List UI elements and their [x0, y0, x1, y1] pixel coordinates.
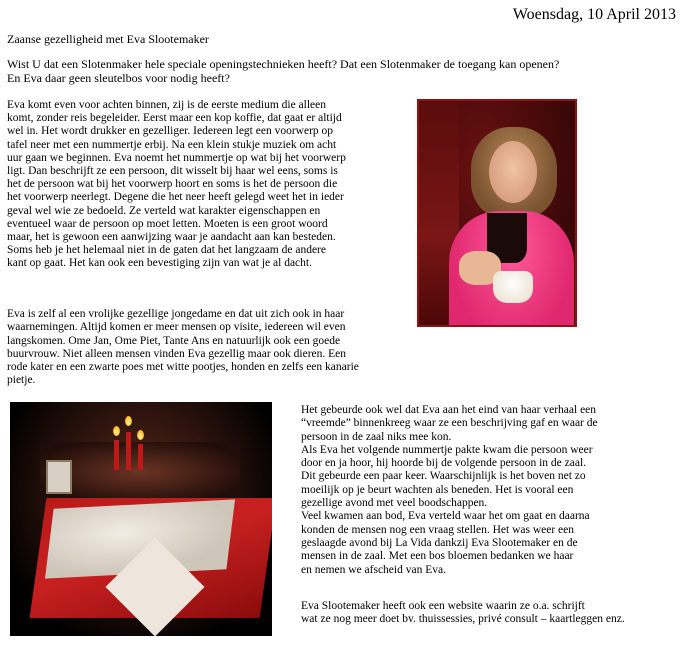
text-line: het de persoon wat bij het voorwerp hoort en soms is het de persoon die — [7, 178, 338, 191]
text-line: wel in. Het wordt drukker en gezelliger. Iedereen legt een voorwerp op — [7, 125, 334, 138]
intro-paragraph — [7, 57, 559, 85]
intro-line: Wist U dat een Slotenmaker hele speciale openingstechnieken heeft? Dat een Slotenmaker de toegang kan openen? — [7, 57, 560, 71]
text-line: kant op gaat. Het kan ook een bevestiging zijn van wat je al dacht. — [7, 257, 312, 270]
text-line: door en ja hoor, hij hoorde bij de volgende persoon in de zaal. — [301, 457, 587, 470]
paragraph-1 — [7, 99, 346, 271]
text-line: uur gaan we beginnen. Eva noemt het nummertje op wat bij het voorwerp — [7, 151, 346, 164]
intro-line: En Eva daar geen sleutelbos voor nodig heeft? — [7, 71, 230, 85]
text-line: ligt. Dan beschrijft ze een persoon, dit wisselt bij haar wel eens, soms is — [7, 165, 338, 178]
text-line: geval wel wie ze bedoeld. Ze verteld wat karakter eigenschappen en — [7, 204, 321, 217]
text-line: tafel neer met een nummertje erbij. Na een klein stukje muziek om acht — [7, 138, 337, 151]
text-line: Het gebeurde ook wel dat Eva aan het eind van haar verhaal een — [301, 404, 597, 416]
text-line: Dit gebeurde een paar keer. Waarschijnlijk is het boven net zo — [301, 470, 586, 483]
portrait-photo — [417, 99, 577, 327]
paragraph-3 — [301, 404, 598, 577]
photo-candle — [138, 444, 143, 470]
text-line: Eva is zelf al een vrolijke gezellige jongedame en dat uit zich ook in haar — [7, 308, 345, 320]
text-line: geslaagde avond bij La Vida dankzij Eva Slootemaker en de — [301, 536, 578, 549]
text-line: Soms heb je het helemaal niet in de gaten dat het langzaam de andere — [7, 244, 326, 257]
photo-candle — [126, 432, 131, 470]
text-line: komt, zonder reis begeleider. Eerst maar een kop koffie, dat gaat er altijd — [7, 112, 342, 125]
photo-candle-flame — [125, 416, 132, 426]
text-line: Eva Slootemaker heeft ook een website waarin ze o.a. schrijft — [301, 600, 585, 612]
text-line: het voorwerp neerlegt. Degene die het neer heeft gelegd weet het in ieder — [7, 191, 344, 204]
photo-candle — [114, 440, 119, 470]
text-line: mensen in de zaal. Met een bos bloemen bedanken we haar — [301, 550, 574, 563]
text-line: waarnemingen. Altijd komen er meer mensen op visite, iedereen wil even — [7, 321, 346, 334]
paragraph-2 — [7, 308, 359, 388]
text-line: gezellige avond met veel boodschappen. — [301, 497, 488, 510]
table-photo — [10, 402, 272, 636]
text-line: Als Eva het volgende nummertje pakte kwam die persoon weer — [301, 443, 593, 456]
article-date: Woensdag, 10 April 2013 — [512, 6, 676, 23]
article-title: Zaanse gezelligheid met Eva Slootemaker — [7, 32, 209, 46]
photo-picture-frame — [46, 460, 72, 494]
text-line: “vreemde” binnenkreeg waar ze een beschrijving gaf en waar de — [301, 417, 598, 430]
text-line: moeilijk op je beurt wachten als beneden. Het is vooral een — [301, 483, 574, 496]
text-line: konden de mensen nog een vraag stellen. Het was weer een — [301, 523, 575, 536]
photo-candle-flame — [137, 430, 144, 440]
text-line: Eva komt even voor achten binnen, zij is de eerste medium die alleen — [7, 99, 327, 111]
text-line: rode kater en een zwarte poes met witte pootjes, honden en zelfs een kanarie — [7, 361, 359, 374]
text-line: buurvrouw. Niet alleen mensen vinden Eva gezellig maar ook dieren. Een — [7, 347, 347, 360]
photo-candle-flame — [113, 426, 120, 436]
photo-face — [489, 141, 537, 203]
text-line: wat ze nog meer doet bv. thuissessies, privé consult – kaartleggen enz. — [301, 613, 625, 626]
text-line: maar, het is gewoon een aanwijzing waar je aandacht aan kan besteden. — [7, 231, 336, 244]
text-line: langskomen. Ome Jan, Ome Piet, Tante Ans en natuurlijk ook een goede — [7, 334, 341, 347]
text-line: Veel kwamen aan bod, Eva verteld waar het om gaat en daarna — [301, 510, 590, 523]
text-line: en nemen we afscheid van Eva. — [301, 563, 446, 576]
text-line: eventueel waar de persoon op moet letten. Moeten is een groot woord — [7, 217, 328, 230]
paragraph-4 — [301, 600, 625, 627]
photo-coffee-cup — [493, 271, 533, 303]
text-line: pietje. — [7, 374, 36, 387]
text-line: persoon in de zaal niks mee kon. — [301, 430, 452, 443]
